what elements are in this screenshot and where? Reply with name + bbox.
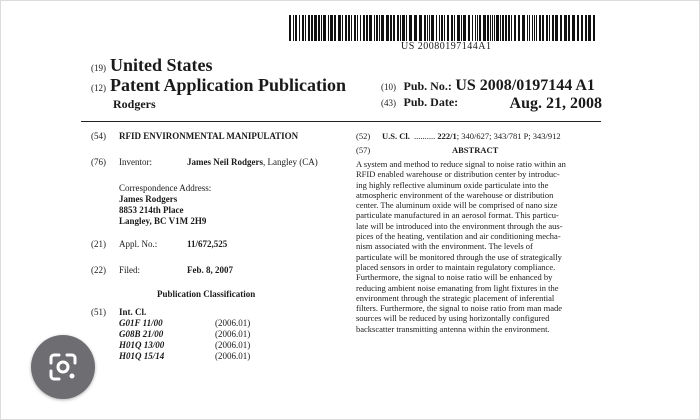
barcode-bar [451, 15, 453, 41]
publication-type: Patent Application Publication [110, 75, 347, 95]
filed-code: (22) [91, 265, 106, 275]
abstract-column [356, 131, 604, 334]
barcode-bar [429, 15, 430, 41]
barcode-bar [552, 15, 554, 41]
uscl-main: 222/1 [437, 131, 457, 141]
barcode-bar [374, 15, 375, 41]
uscl-rest: ; 340/627; 343/781 P; 343/912 [456, 131, 561, 141]
country-name: United States [110, 55, 213, 75]
abstract-line: A system and method to reduce signal to noise ratio within an [356, 159, 566, 169]
abstract-line: sources will be reduced by using horizontally configured [356, 313, 550, 324]
barcode-bar [475, 15, 476, 41]
barcode-bar [369, 15, 372, 41]
barcode-bar [293, 15, 294, 41]
barcode-bar [376, 15, 378, 41]
barcode-bar [386, 15, 389, 41]
pub-no-label: Pub. No.: [403, 79, 452, 93]
class-year: (2006.01) [215, 351, 251, 361]
barcode-bar [366, 15, 368, 41]
barcode-bar [496, 15, 499, 41]
barcode-bar [454, 15, 455, 41]
class-year: (2006.01) [215, 340, 251, 350]
barcode-bar [514, 15, 516, 41]
barcode-bar [439, 15, 440, 41]
barcode-bar [472, 15, 473, 41]
invention-title: RFID ENVIRONMENTAL MANIPULATION [119, 131, 299, 141]
abstract-line: late will be introduced into the environment through the aus- [356, 220, 563, 231]
barcode-bar [581, 15, 583, 41]
barcode-bar [302, 15, 304, 41]
country-heading [91, 55, 213, 76]
barcode-bar [490, 15, 491, 41]
barcode-bar [342, 15, 343, 41]
classification-row [119, 329, 319, 340]
barcode-bar [363, 15, 365, 41]
abstract-header [356, 145, 604, 159]
barcode-bar [477, 15, 478, 41]
barcode-bar [572, 15, 575, 41]
intcl-code: (51) [91, 307, 106, 317]
abstract-line: ing highly reflective aluminum oxide particulate into the [356, 179, 549, 190]
barcode-bar [447, 15, 449, 41]
barcode-bar [568, 15, 570, 41]
barcode-bar [527, 15, 528, 41]
barcode-bar [402, 15, 405, 41]
class-code: G08B 21/00 [119, 329, 164, 339]
type-code: (12) [91, 83, 106, 93]
class-code: G01F 11/00 [119, 318, 163, 328]
pub-date-label: Pub. Date: [403, 95, 459, 109]
uscl-code: (52) [356, 131, 371, 141]
us-cl-field [356, 131, 604, 145]
class-code: H01Q 13/00 [119, 340, 165, 350]
barcode-bar [330, 15, 333, 41]
barcode-bar [436, 15, 437, 41]
barcode-bar [360, 15, 361, 41]
classification-row [119, 351, 319, 362]
class-code: H01Q 15/14 [119, 351, 165, 361]
barcode-bar [593, 15, 595, 41]
barcode-bar [511, 15, 512, 41]
barcode-bar [444, 15, 445, 41]
barcode-bar [427, 15, 428, 41]
publication-date [381, 95, 602, 112]
barcode-bar [295, 15, 297, 41]
barcode-bar [529, 15, 530, 41]
abstract-code: (57) [356, 145, 371, 155]
google-lens-button[interactable] [31, 335, 95, 399]
abstract-line: reducing ambient noise emanating from light fixtures in the [356, 282, 559, 293]
barcode-bar [299, 15, 300, 41]
abstract-line: environment through the strategic placement of inferential [356, 292, 555, 303]
barcode-bar [289, 15, 291, 41]
barcode [289, 15, 601, 41]
inventor-name: James Neil Rodgers [187, 157, 263, 167]
barcode-bar [314, 15, 317, 41]
barcode-bar [357, 15, 358, 41]
barcode-bar [414, 15, 417, 41]
barcode-bar [345, 15, 347, 41]
barcode-bar [328, 15, 329, 41]
correspondence-label: Correspondence Address: [119, 183, 212, 193]
appl-code: (21) [91, 239, 106, 249]
inventor-label: Inventor: [119, 157, 152, 167]
barcode-bar [555, 15, 558, 41]
barcode-bar [311, 15, 313, 41]
barcode-bar [508, 15, 510, 41]
abstract-line: Furthermore, the signal to noise ratio will be enhanced by [356, 272, 553, 283]
abstract-line: particulate manufactured in an aerosol format. This particu- [356, 210, 559, 221]
barcode-bar [305, 15, 306, 41]
barcode-label: US 20080197144A1 [401, 41, 492, 52]
correspondence-address [119, 183, 319, 227]
pub-date-code: (43) [381, 98, 396, 108]
correspondence-street: 8853 214th Place [119, 205, 184, 215]
publication-classification-heading: Publication Classification [157, 289, 256, 299]
barcode-bar [381, 15, 384, 41]
barcode-bar [534, 15, 535, 41]
header-divider [81, 121, 601, 122]
barcode-bar [308, 15, 310, 41]
barcode-bar [379, 15, 380, 41]
barcode-bar [585, 15, 587, 41]
abstract-line: nism associated with the environment. The levels of [356, 241, 533, 252]
class-year: (2006.01) [215, 318, 251, 328]
appl-label: Appl. No.: [119, 239, 158, 249]
barcode-bar [463, 15, 466, 41]
barcode-bar [419, 15, 422, 41]
abstract-line: filters. Furthermore, the signal to noise ratio from man made [356, 303, 563, 314]
filed-label: Filed: [119, 265, 141, 275]
classification-row [119, 318, 319, 329]
filed-date: Feb. 8, 2007 [187, 265, 233, 275]
barcode-bar [397, 15, 399, 41]
intcl-label: Int. Cl. [119, 307, 147, 317]
barcode-bar [351, 15, 352, 41]
barcode-bar [409, 15, 412, 41]
abstract-line: RFID enabled warehouse or distribution center by introduc- [356, 169, 560, 180]
barcode-bar [348, 15, 350, 41]
barcode-bar [441, 15, 443, 41]
publication-type-heading [91, 75, 346, 96]
abstract-line: center. The aluminum oxide will be comprised of nano size [356, 200, 558, 211]
barcode-bar [431, 15, 434, 41]
pub-no-value: US 2008/0197144 A1 [455, 77, 595, 94]
barcode-bar [505, 15, 507, 41]
barcode-bar [546, 15, 548, 41]
uscl-dots: .......... [414, 131, 436, 141]
abstract-line: backscatter transmitting antenna within the environment. [356, 323, 550, 334]
barcode-bar [522, 15, 525, 41]
inventor-location: , Langley (CA) [263, 157, 318, 167]
barcode-bar [461, 15, 462, 41]
barcode-bar [390, 15, 392, 41]
barcode-bar [457, 15, 460, 41]
abstract-line: placed sensors in order to maintain regulatory compliance. [356, 261, 556, 272]
pub-date-value: Aug. 21, 2008 [509, 95, 602, 112]
barcode-bar [518, 15, 520, 41]
classification-list [119, 318, 319, 362]
barcode-bar [502, 15, 504, 41]
correspondence-city: Langley, BC V1M 2H9 [119, 216, 207, 226]
barcode-bar [487, 15, 489, 41]
barcode-bar [318, 15, 320, 41]
classification-row [119, 340, 319, 351]
barcode-bar [494, 15, 495, 41]
barcode-bar [393, 15, 395, 41]
google-lens-icon [45, 349, 81, 385]
barcode-bar [536, 15, 537, 41]
correspondence-name: James Rodgers [119, 194, 178, 204]
inventor-code: (76) [91, 157, 106, 167]
barcode-bar [532, 15, 533, 41]
abstract-line: atmospheric environment of the warehouse or distribution [356, 189, 554, 200]
barcode-bar [542, 15, 544, 41]
barcode-bar [564, 15, 567, 41]
barcode-bar [500, 15, 501, 41]
barcode-bar [549, 15, 550, 41]
barcode-bar [483, 15, 486, 41]
barcode-bar [406, 15, 407, 41]
barcode-bar [479, 15, 481, 41]
abstract-text [356, 159, 604, 334]
header-inventor-surname: Rodgers [113, 97, 156, 111]
class-year: (2006.01) [215, 329, 251, 339]
barcode-bar [400, 15, 401, 41]
uscl-label: U.S. Cl. [382, 131, 410, 141]
barcode-bar [577, 15, 579, 41]
barcode-bar [323, 15, 326, 41]
abstract-line: pices of the heating, ventilation and air conditioning mecha- [356, 231, 561, 242]
barcode-bar [334, 15, 336, 41]
barcode-bar [321, 15, 322, 41]
country-code: (19) [91, 63, 106, 73]
barcode-bar [354, 15, 356, 41]
barcode-bar [492, 15, 493, 41]
appl-number: 11/672,525 [187, 239, 228, 249]
barcode-bar [468, 15, 470, 41]
barcode-bar [588, 15, 591, 41]
pub-no-code: (10) [381, 82, 396, 92]
title-code: (54) [91, 131, 106, 141]
barcode-bar [560, 15, 562, 41]
barcode-bar [539, 15, 541, 41]
publication-number [381, 77, 595, 95]
barcode-bar [424, 15, 426, 41]
abstract-line: particulate will be monitored through the use of strategically [356, 251, 562, 262]
abstract-heading: ABSTRACT [452, 145, 499, 155]
barcode-bar [338, 15, 341, 41]
